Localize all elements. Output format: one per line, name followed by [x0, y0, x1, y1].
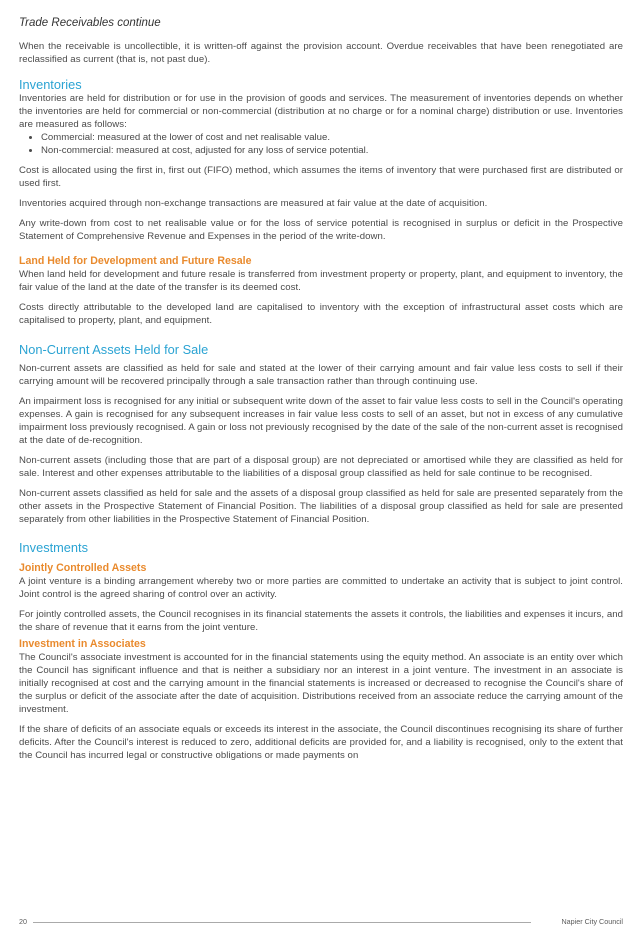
continue-label: Trade Receivables continue — [19, 17, 161, 29]
land-held-paragraph: When land held for development and future resale is transferred from investment property or property, plant, and equipment to inventory, the fair value of the land at the date of the transfer is its deemed cost. — [19, 269, 623, 293]
organisation-name: Napier City Council — [561, 917, 623, 926]
jointly-controlled-assets-heading: Jointly Controlled Assets — [19, 562, 147, 574]
non-current-assets-paragraph: Non-current assets classified as held for sale and the assets of a disposal group classified as held for sale are presented separately from the other assets in the Prospective Statement of Financial Position. The liabilities of a disposal group classified as held for sale are presented separately from other liabilities in the Prospective Statement of Financial Position. — [19, 488, 623, 525]
page-number: 20 — [19, 917, 27, 926]
investment-in-associates-heading: Investment in Associates — [19, 638, 146, 650]
inventories-paragraph: Inventories acquired through non-exchange transactions are measured at fair value at the date of acquisition. — [19, 198, 488, 209]
list-item: • Non-commercial: measured at cost, adjusted for any loss of service potential. — [41, 144, 623, 157]
inventories-paragraph: Cost is allocated using the first in, first out (FIFO) method, which assumes the items of inventory that were purchased first are distributed or used first. — [19, 165, 623, 189]
land-held-heading: Land Held for Development and Future Resale — [19, 255, 252, 267]
non-current-assets-paragraph: An impairment loss is recognised for any initial or subsequent write down of the asset to fair value less costs to sell in the Council's operating expenses. A gain is recognised for any subsequent increases in fair value less costs to sell of an asset, but not in excess of any cumulative impairment loss previously recognised. A gain or loss not previously recognised by the date of the sale of the non-current asset is recognised at the date of de-recognition. — [19, 396, 623, 446]
inventories-heading: Inventories — [19, 77, 82, 92]
trade-receivables-paragraph: When the receivable is uncollectible, it is written-off against the provision account. Overdue receivables that have been renegotiated are reclassified as current (that is, not past due). — [19, 41, 623, 65]
page-content — [19, 12, 623, 762]
jointly-controlled-assets-paragraph: A joint venture is a binding arrangement whereby two or more parties are committed to undertake an activity that is subject to joint control. Joint control is the agreed sharing of control over an activity. — [19, 576, 623, 600]
inventories-paragraph: Inventories are held for distribution or for use in the provision of goods and services. The measurement of inventories depends on whether the inventories are held for commercial or non-commercial (distribution at no charge or for a nominal charge) distribution or use. Inventories are measured as follows: — [19, 93, 623, 130]
non-current-assets-heading: Non-Current Assets Held for Sale — [19, 342, 209, 357]
list-item: • Commercial: measured at the lower of cost and net realisable value. — [41, 131, 623, 144]
inventories-bullet-list — [19, 131, 623, 157]
investments-heading: Investments — [19, 540, 88, 555]
footer-divider — [33, 922, 531, 923]
non-current-assets-paragraph: Non-current assets (including those that are part of a disposal group) are not depreciated or amortised while they are classified as held for sale. Interest and other expenses attributable to the liabilities of a disposal group classified as held for sale continue to be recognised. — [19, 455, 623, 479]
non-current-assets-paragraph: Non-current assets are classified as held for sale and stated at the lower of their carrying amount and fair value less costs to sell if their carrying amount will be recovered principally through a sale transaction rather than through continuing use. — [19, 363, 623, 387]
jointly-controlled-assets-paragraph: For jointly controlled assets, the Council recognises in its financial statements the assets it controls, the liabilities and expenses it incurs, and the share of revenue that it earns from the joint venture. — [19, 609, 623, 633]
investment-in-associates-paragraph: The Council's associate investment is accounted for in the financial statements using the equity method. An associate is an entity over which the Council has significant influence and that is neither a subsidiary nor an interest in a joint venture. The investment in an associate is initially recognised at cost and the carrying amount in the financial statements is increased or decreased to recognise the Council's share of the surplus or deficit of the associate after the date of acquisition. Distributions received from an associate reduce the carrying amount of the investment. — [19, 652, 623, 715]
land-held-paragraph: Costs directly attributable to the developed land are capitalised to inventory with the exception of infrastructural asset costs which are capitalised to property, plant, and equipment. — [19, 302, 623, 326]
investment-in-associates-paragraph: If the share of deficits of an associate equals or exceeds its interest in the associate, the Council discontinues recognising its share of further deficits. After the Council's interest is reduced to zero, additional deficits are provided for, and a liability is recognised, only to the extent that the Council has incurred legal or constructive obligations or made payments on — [19, 724, 623, 761]
inventories-paragraph: Any write-down from cost to net realisable value or for the loss of service potential is recognised in surplus or deficit in the Prospective Statement of Comprehensive Revenue and Expenses in the period of the write-down. — [19, 218, 623, 242]
page-footer — [19, 916, 623, 928]
